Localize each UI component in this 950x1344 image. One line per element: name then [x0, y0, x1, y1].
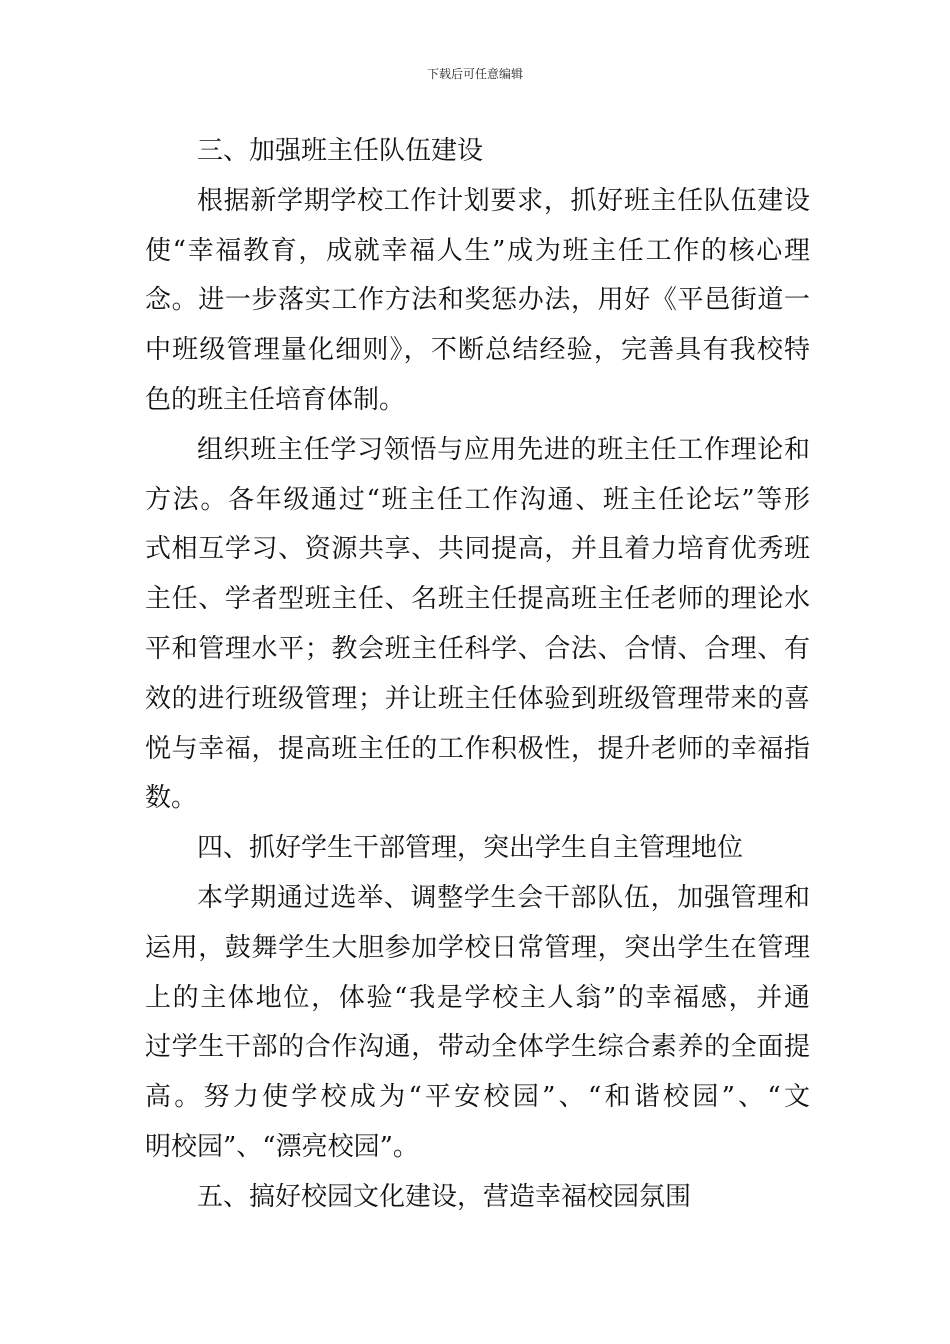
paragraph-line: 念。进一步落实工作方法和奖惩办法，用好《平邑街道一 — [145, 285, 810, 316]
paragraph-line: 中班级管理量化细则》，不断总结经验，完善具有我校特 — [145, 335, 810, 366]
paragraph-line: 效的进行班级管理；并让班主任体验到班级管理带来的喜 — [145, 683, 810, 714]
section-heading-5: 五、搞好校园文化建设，营造幸福校园氛围 — [197, 1181, 692, 1212]
section-heading-4: 四、抓好学生干部管理，突出学生自主管理地位 — [197, 833, 744, 864]
paragraph-line: 式相互学习、资源共享、共同提高，并且着力培育优秀班 — [145, 534, 810, 565]
paragraph-line: 本学期通过选举、调整学生会干部队伍，加强管理和 — [197, 882, 810, 913]
paragraph-line: 色的班主任培育体制。 — [145, 384, 406, 415]
paragraph-line: 上的主体地位，体验“我是学校主人翁”的幸福感，并通 — [145, 982, 810, 1013]
paragraph-line: 数。 — [145, 783, 198, 814]
paragraph-line: 主任、学者型班主任、名班主任提高班主任老师的理论水 — [145, 584, 810, 615]
paragraph-line: 明校园”、“漂亮校园”。 — [145, 1131, 419, 1162]
paragraph-line: 悦与幸福，提高班主任的工作积极性，提升老师的幸福指 — [145, 733, 810, 764]
paragraph-line: 平和管理水平；教会班主任科学、合法、合情、合理、有 — [145, 633, 810, 664]
page-header-note: 下载后可任意编辑 — [426, 67, 523, 81]
section-heading-3: 三、加强班主任队伍建设 — [197, 136, 484, 166]
paragraph-line: 组织班主任学习领悟与应用先进的班主任工作理论和 — [197, 434, 810, 465]
paragraph-line: 运用，鼓舞学生大胆参加学校日常管理，突出学生在管理 — [145, 932, 810, 963]
paragraph-line: 过学生干部的合作沟通，带动全体学生综合素养的全面提 — [145, 1032, 810, 1063]
paragraph-line: 使“幸福教育，成就幸福人生”成为班主任工作的核心理 — [145, 235, 810, 266]
paragraph-line: 高。努力使学校成为“平安校园”、“和谐校园”、“文 — [145, 1082, 810, 1113]
paragraph-line: 根据新学期学校工作计划要求，抓好班主任队伍建设 — [197, 185, 810, 216]
document-body — [145, 127, 810, 1223]
paragraph-line: 方法。各年级通过“班主任工作沟通、班主任论坛”等形 — [145, 484, 810, 515]
